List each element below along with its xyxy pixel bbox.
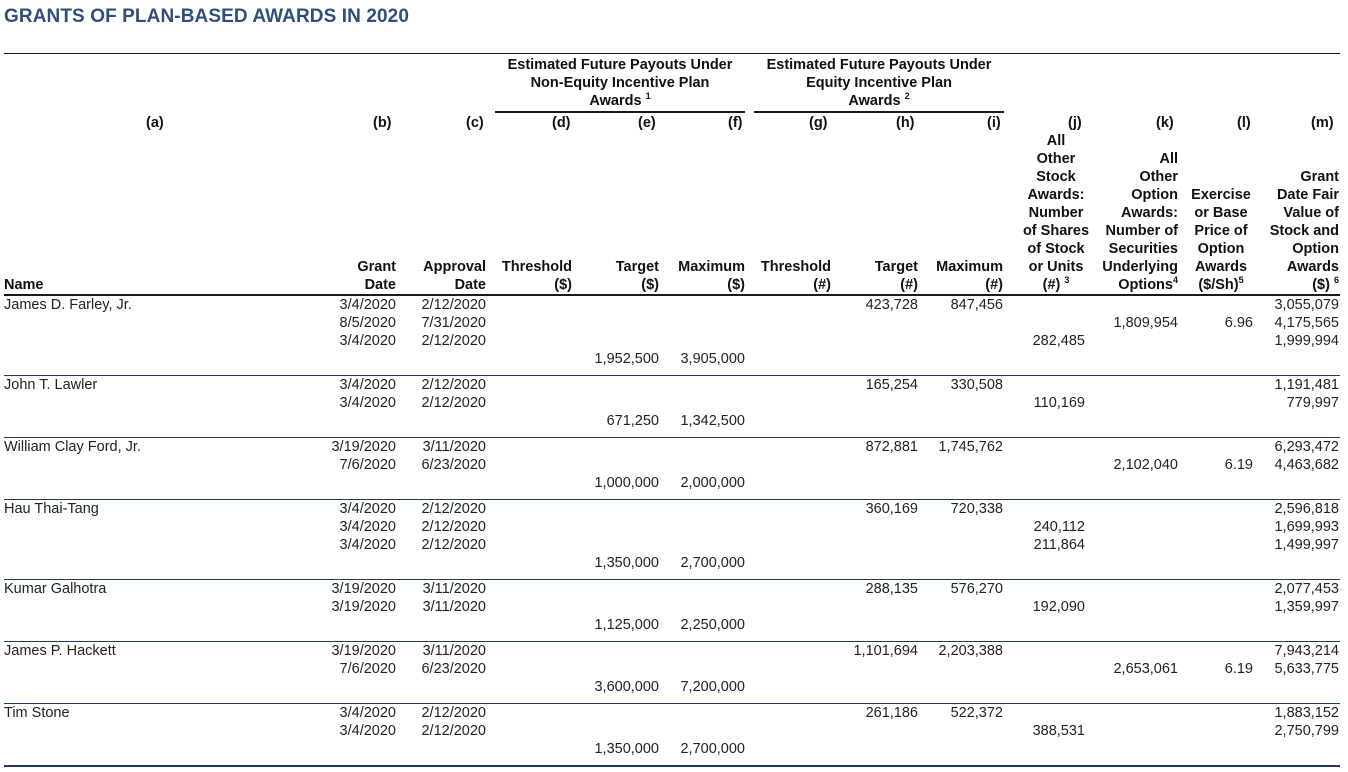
grant-date-cell: 3/4/2020 <box>339 705 396 721</box>
fair-value-cell: 2,077,453 <box>1274 581 1339 597</box>
approval-date-cell: 3/11/2020 <box>422 599 486 615</box>
approval-date-cell: 2/12/2020 <box>421 333 486 349</box>
executive-name: William Clay Ford, Jr. <box>4 439 141 455</box>
approval-date-cell: 2/12/2020 <box>421 395 486 411</box>
grant-date-cell: 3/4/2020 <box>339 519 396 535</box>
approval-date-cell: 3/11/2020 <box>422 439 486 455</box>
non-equity-group-header: Estimated Future Payouts Under Non-Equity Incentive Plan Awards $^1$ <box>507 57 733 109</box>
fair-value-cell: 4,175,565 <box>1274 315 1339 331</box>
target-dollars-cell: 1,000,000 <box>594 475 659 491</box>
stock-awards-cell: 211,864 <box>1033 537 1085 553</box>
target-shares-cell: 261,186 <box>865 705 918 721</box>
maximum-shares-cell: 522,372 <box>950 705 1003 721</box>
maximum-shares-cell: 576,270 <box>950 581 1003 597</box>
maximum-shares-cell: 330,508 <box>950 377 1003 393</box>
grant-date-cell: 7/6/2020 <box>339 457 396 473</box>
approval-date-cell: 2/12/2020 <box>421 501 486 517</box>
option-awards-cell: 1,809,954 <box>1113 315 1178 331</box>
letter-j: (j) <box>1068 115 1082 131</box>
exercise-price-cell: 6.96 <box>1224 315 1253 331</box>
row-divider <box>4 375 1340 376</box>
grant-date-cell: 3/4/2020 <box>339 501 396 517</box>
fair-value-cell: 3,055,079 <box>1274 297 1339 313</box>
grant-date-cell: 3/4/2020 <box>339 377 396 393</box>
target-dollars-cell: 3,600,000 <box>594 679 659 695</box>
stock-awards-cell: 240,112 <box>1033 519 1085 535</box>
header-grant-date-fair-value: Grant Date Fair Value of Stock and Option Awards ($) $^6$ <box>1269 169 1339 293</box>
grant-date-cell: 3/4/2020 <box>339 537 396 553</box>
letter-i: (i) <box>987 115 1001 131</box>
grant-date-cell: 3/4/2020 <box>339 723 396 739</box>
target-dollars-cell: 1,350,000 <box>594 555 659 571</box>
maximum-dollars-cell: 7,200,000 <box>680 679 745 695</box>
top-rule <box>4 53 1340 54</box>
header-rule <box>4 294 1340 296</box>
approval-date-cell: 6/23/2020 <box>421 457 486 473</box>
equity-group-underline <box>754 111 1004 113</box>
maximum-shares-cell: 2,203,388 <box>938 643 1003 659</box>
row-divider <box>4 499 1340 500</box>
letter-a: (a) <box>146 115 164 131</box>
exercise-price-cell: 6.19 <box>1224 661 1253 677</box>
maximum-dollars-cell: 2,000,000 <box>680 475 745 491</box>
fair-value-cell: 4,463,682 <box>1274 457 1339 473</box>
fair-value-cell: 2,596,818 <box>1274 501 1339 517</box>
letter-l: (l) <box>1237 115 1251 131</box>
target-shares-cell: 872,881 <box>865 439 918 455</box>
fair-value-cell: 1,999,994 <box>1274 333 1339 349</box>
executive-name: James D. Farley, Jr. <box>4 297 132 313</box>
letter-c: (c) <box>466 115 484 131</box>
letter-m: (m) <box>1311 115 1334 131</box>
page-title: GRANTS OF PLAN-BASED AWARDS IN 2020 <box>4 6 410 27</box>
fair-value-cell: 7,943,214 <box>1274 643 1339 659</box>
row-divider <box>4 703 1340 704</box>
stock-awards-cell: 282,485 <box>1032 333 1085 349</box>
maximum-dollars-cell: 2,700,000 <box>680 741 745 757</box>
option-awards-cell: 2,102,040 <box>1113 457 1178 473</box>
header-name: Name <box>4 277 44 293</box>
target-dollars-cell: 1,952,500 <box>594 351 659 367</box>
row-divider <box>4 579 1340 580</box>
letter-g: (g) <box>809 115 828 131</box>
letter-k: (k) <box>1156 115 1174 131</box>
header-maximum-dollars: Maximum ($) <box>678 259 745 293</box>
approval-date-cell: 2/12/2020 <box>421 723 486 739</box>
approval-date-cell: 2/12/2020 <box>421 377 486 393</box>
maximum-dollars-cell: 2,250,000 <box>680 617 745 633</box>
header-grant-date: Grant Date <box>357 259 396 293</box>
target-shares-cell: 423,728 <box>865 297 918 313</box>
non-equity-group-underline <box>495 111 745 113</box>
target-shares-cell: 360,169 <box>865 501 918 517</box>
letter-b: (b) <box>373 115 392 131</box>
stock-awards-cell: 110,169 <box>1033 395 1085 411</box>
executive-name: James P. Hackett <box>4 643 116 659</box>
header-threshold-dollars: Threshold ($) <box>501 259 572 293</box>
row-divider <box>4 765 1340 767</box>
approval-date-cell: 7/31/2020 <box>421 315 486 331</box>
header-threshold-shares: Threshold (#) <box>760 259 831 293</box>
target-shares-cell: 1,101,694 <box>853 643 918 659</box>
option-awards-cell: 2,653,061 <box>1113 661 1178 677</box>
row-divider <box>4 437 1340 438</box>
grant-date-cell: 3/19/2020 <box>331 599 396 615</box>
equity-group-header: Estimated Future Payouts Under Equity Incentive Plan Awards $^2$ <box>766 57 992 109</box>
fair-value-cell: 5,633,775 <box>1274 661 1339 677</box>
letter-e: (e) <box>638 115 656 131</box>
fair-value-cell: 779,997 <box>1286 395 1339 411</box>
header-exercise-price: Exercise or Base Price of Option Awards ($/Sh)$^5$ <box>1191 187 1251 293</box>
maximum-dollars-cell: 2,700,000 <box>680 555 745 571</box>
grant-date-cell: 3/4/2020 <box>339 395 396 411</box>
maximum-shares-cell: 720,338 <box>950 501 1003 517</box>
exercise-price-cell: 6.19 <box>1224 457 1253 473</box>
header-maximum-shares: Maximum (#) <box>936 259 1003 293</box>
fair-value-cell: 6,293,472 <box>1274 439 1339 455</box>
executive-name: Kumar Galhotra <box>4 581 107 597</box>
approval-date-cell: 2/12/2020 <box>421 519 486 535</box>
executive-name: Hau Thai-Tang <box>4 501 99 517</box>
letter-f: (f) <box>728 115 743 131</box>
target-shares-cell: 165,254 <box>865 377 918 393</box>
approval-date-cell: 2/12/2020 <box>421 537 486 553</box>
header-target-shares: Target (#) <box>874 259 918 293</box>
fair-value-cell: 1,883,152 <box>1274 705 1339 721</box>
letter-d: (d) <box>552 115 571 131</box>
maximum-dollars-cell: 3,905,000 <box>680 351 745 367</box>
approval-date-cell: 2/12/2020 <box>421 297 486 313</box>
target-shares-cell: 288,135 <box>865 581 918 597</box>
executive-name: John T. Lawler <box>4 377 98 393</box>
header-approval-date: Approval Date <box>423 259 486 293</box>
stock-awards-cell: 388,531 <box>1032 723 1085 739</box>
header-option-awards: All Other Option Awards: Number of Securities Underlying Options$^4$ <box>1102 151 1178 293</box>
grant-date-cell: 3/4/2020 <box>339 297 396 313</box>
target-dollars-cell: 1,350,000 <box>594 741 659 757</box>
header-stock-awards: All Other Stock Awards: Number of Shares of Stock or Units (#) $^3$ <box>1022 133 1090 293</box>
approval-date-cell: 3/11/2020 <box>422 581 486 597</box>
header-target-dollars: Target ($) <box>615 259 659 293</box>
fair-value-cell: 2,750,799 <box>1274 723 1339 739</box>
maximum-shares-cell: 1,745,762 <box>938 439 1003 455</box>
grant-date-cell: 3/19/2020 <box>331 581 396 597</box>
grant-date-cell: 3/4/2020 <box>339 333 396 349</box>
executive-name: Tim Stone <box>4 705 70 721</box>
target-dollars-cell: 671,250 <box>606 413 659 429</box>
fair-value-cell: 1,359,997 <box>1274 599 1339 615</box>
grant-date-cell: 7/6/2020 <box>339 661 396 677</box>
fair-value-cell: 1,699,993 <box>1274 519 1339 535</box>
letter-h: (h) <box>896 115 915 131</box>
grant-date-cell: 3/19/2020 <box>331 439 396 455</box>
maximum-dollars-cell: 1,342,500 <box>680 413 745 429</box>
grant-date-cell: 8/5/2020 <box>339 315 396 331</box>
stock-awards-cell: 192,090 <box>1032 599 1085 615</box>
fair-value-cell: 1,191,481 <box>1274 377 1339 393</box>
target-dollars-cell: 1,125,000 <box>594 617 659 633</box>
grant-date-cell: 3/19/2020 <box>331 643 396 659</box>
approval-date-cell: 6/23/2020 <box>421 661 486 677</box>
maximum-shares-cell: 847,456 <box>950 297 1003 313</box>
fair-value-cell: 1,499,997 <box>1274 537 1339 553</box>
approval-date-cell: 3/11/2020 <box>422 643 486 659</box>
approval-date-cell: 2/12/2020 <box>421 705 486 721</box>
row-divider <box>4 641 1340 642</box>
